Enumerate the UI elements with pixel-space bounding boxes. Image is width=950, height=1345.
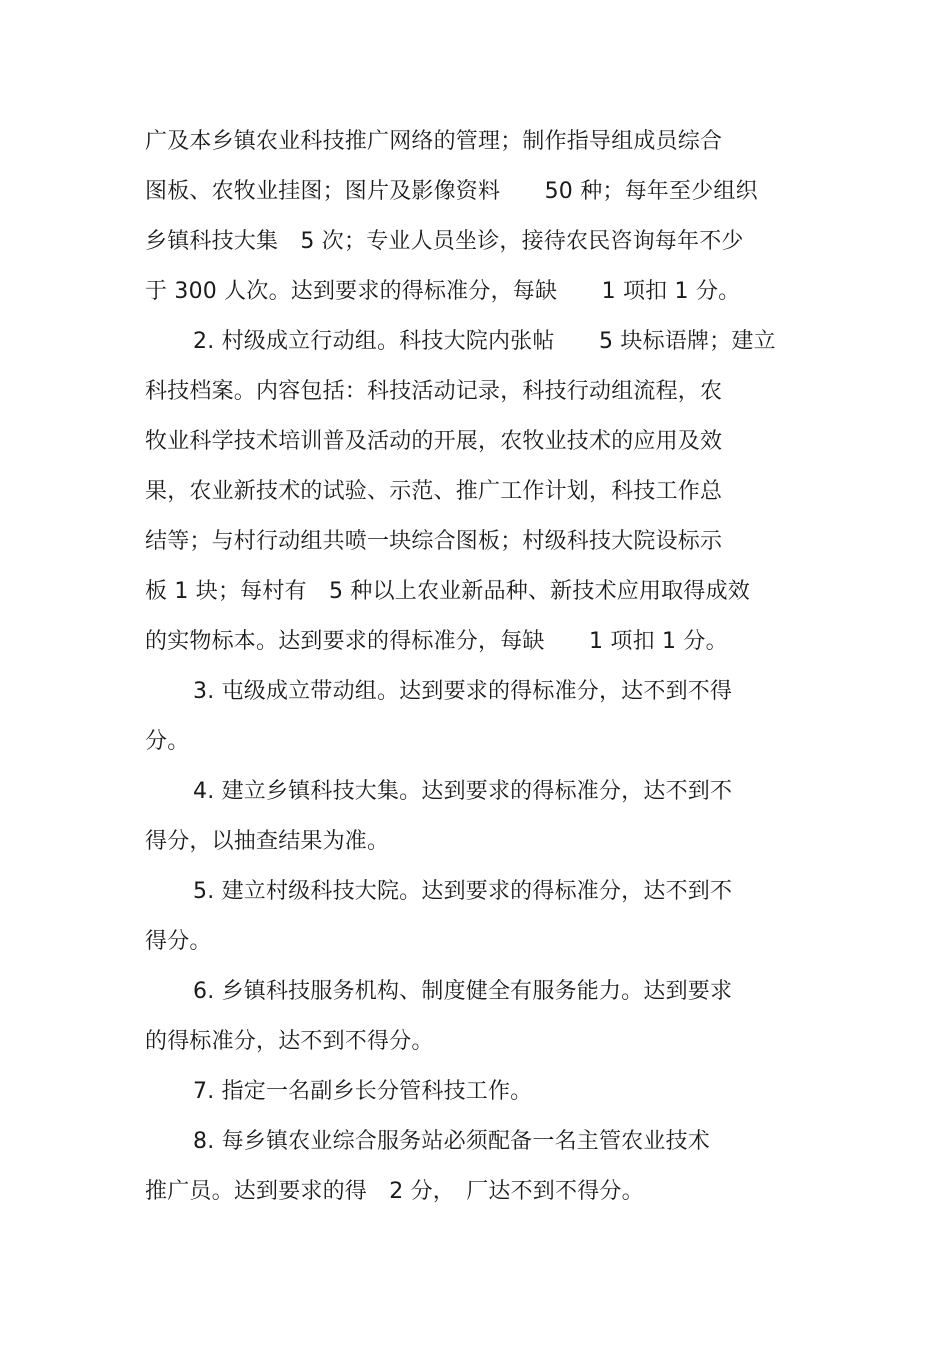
text-line: 板 1 块；每村有 5 种以上农业新品种、新技术应用取得成效 — [145, 579, 750, 604]
item-7-line: 7. 指定一名副乡长分管科技工作。 — [193, 1079, 533, 1104]
item-5-first-line: 5. 建立村级科技大院。达到要求的得标准分，达不到不 — [193, 879, 733, 904]
text-line: 于 300 人次。达到要求的得标准分，每缺 1 项扣 1 分。 — [145, 279, 741, 304]
text-line: 乡镇科技大集 5 次；专业人员坐诊，接待农民咨询每年不少 — [145, 229, 744, 254]
text-line: 牧业科学技术培训普及活动的开展，农牧业技术的应用及效 — [145, 429, 723, 454]
item-2-first-line: 2. 村级成立行动组。科技大院内张帖 5 块标语牌；建立 — [193, 329, 776, 354]
item-6-first-line: 6. 乡镇科技服务机构、制度健全有服务能力。达到要求 — [193, 979, 733, 1004]
text-line: 图板、农牧业挂图；图片及影像资料 50 种；每年至少组织 — [145, 179, 758, 204]
text-line: 得分，以抽查结果为准。 — [145, 829, 390, 854]
text-line: 得分。 — [145, 929, 212, 954]
text-line: 的实物标本。达到要求的得标准分，每缺 1 项扣 1 分。 — [145, 629, 728, 654]
text-line: 科技档案。内容包括：科技活动记录，科技行动组流程，农 — [145, 379, 723, 404]
text-line: 结等；与村行动组共喷一块综合图板；村级科技大院设标示 — [145, 529, 723, 554]
item-4-first-line: 4. 建立乡镇科技大集。达到要求的得标准分，达不到不 — [193, 779, 733, 804]
item-8-first-line: 8. 每乡镇农业综合服务站必须配备一名主管农业技术 — [193, 1129, 710, 1154]
text-line: 推广员。达到要求的得 2 分， 厂达不到不得分。 — [145, 1179, 644, 1204]
text-line: 分。 — [145, 729, 190, 754]
item-3-first-line: 3. 屯级成立带动组。达到要求的得标准分，达不到不得 — [193, 679, 733, 704]
text-line: 广及本乡镇农业科技推广网络的管理；制作指导组成员综合 — [145, 129, 723, 154]
text-line: 果，农业新技术的试验、示范、推广工作计划，科技工作总 — [145, 479, 723, 504]
text-line: 的得标准分，达不到不得分。 — [145, 1029, 434, 1054]
